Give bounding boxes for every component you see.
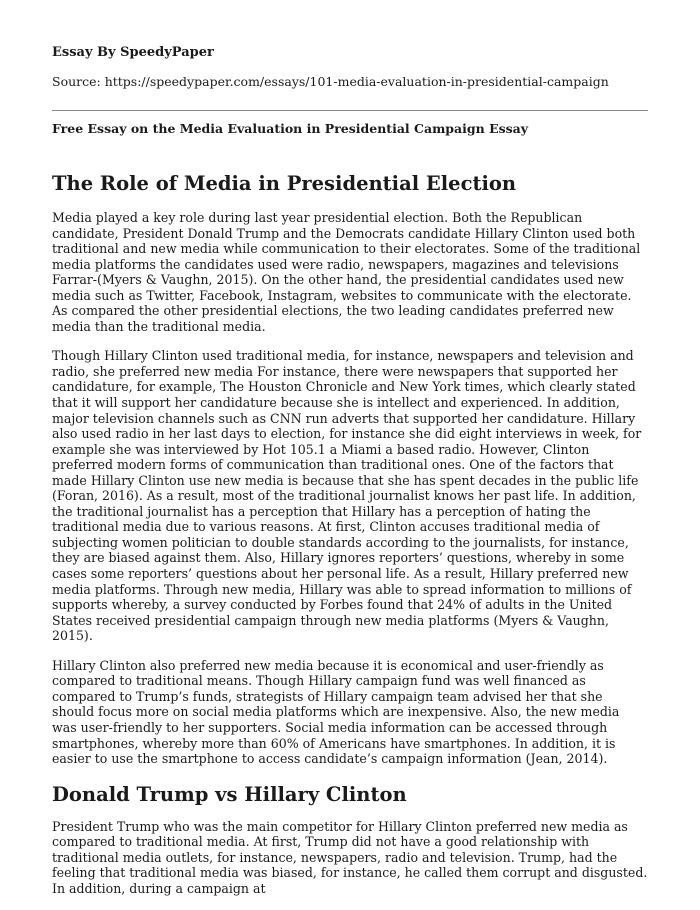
essay-title: Free Essay on the Media Evaluation in Presidential Campaign Essay <box>52 121 529 136</box>
paragraph: Media played a key role during last year presidential election. Both the Republican candidate, President Donald Trump and the Democrats candidate Hillary Clinton used both traditional and new media while communication to their electorates. Some of the traditional media platforms the candidates used were radio, newspapers, magazines and televisions Farrar-(Myers & Vaughn, 2015). On the other hand, the presidential candidates used new media such as Twitter, Facebook, Instagram, websites to communicate with the electorate. As compared the other presidential elections, the two leading candidates preferred new media than the traditional media. <box>52 210 641 334</box>
paragraph: President Trump who was the main competitor for Hillary Clinton preferred new media as compared to traditional media. At first, Trump did not have a good relationship with traditional media outlets, for instance, newspapers, radio and television. Trump, had the feeling that traditional media was biased, for instance, he called them corrupt and disgusted. In addition, during a campaign at <box>52 818 648 896</box>
paragraph: Hillary Clinton also preferred new media because it is economical and user-friendly as compared to traditional means. Though Hillary campaign fund was well financed as compared to Trump’s funds, strategists of Hillary campaign team advised her that she should focus more on social media platforms which are inexpensive. Also, the new media was user-friendly to her supporters. Social media information can be accessed through smartphones, whereby more than 60% of Americans have smartphones. In addition, it is easier to use the smartphone to access candidate’s campaign information (Jean, 2014). <box>52 657 620 767</box>
paragraph: Though Hillary Clinton used traditional media, for instance, newspapers and television and radio, she preferred new media For instance, there were newspapers that supported her candidature, for example, The Houston Chronicle and New York times, which clearly stated that it will support her candidature because she is intellect and experienced. In addition, major television channels such as CNN run adverts that supported her candidature. Hillary also used radio in her last days to election, for instance she did eight interviews in week, for example she was interviewed by Hot 105.1 a Miami a based radio. However, Clinton preferred modern forms of communication than traditional ones. One of the factors that made Hillary Clinton use new media is because that she has spent decades in the public life (Foran, 2016). As a result, most of the traditional journalist knows her past life. In addition, the traditional journalist has a perception that Hillary has a perception of hating the traditional media due to various reasons. At first, Clinton accuses traditional media of subjecting women politician to double standards according to the journalists, for instance, they are biased against them. Also, Hillary ignores reporters’ questions, whereby in some cases some reporters’ questions about her personal life. As a result, Hillary preferred new media platforms. Through new media, Hillary was able to spread information to millions of supports whereby, a survey conducted by Forbes found that 24% of adults in the United States received presidential campaign through new media platforms (Myers & Vaughn, 2015). <box>52 348 642 644</box>
section-heading-role-of-media: The Role of Media in Presidential Election <box>52 172 517 195</box>
source-line: Source: https://speedypaper.com/essays/101-media-evaluation-in-presidential-campaign <box>52 74 609 89</box>
header-divider <box>52 110 648 111</box>
brand-line: Essay By SpeedyPaper <box>52 45 214 60</box>
section-heading-trump-vs-clinton: Donald Trump vs Hillary Clinton <box>52 782 407 806</box>
essay-body <box>52 170 648 910</box>
